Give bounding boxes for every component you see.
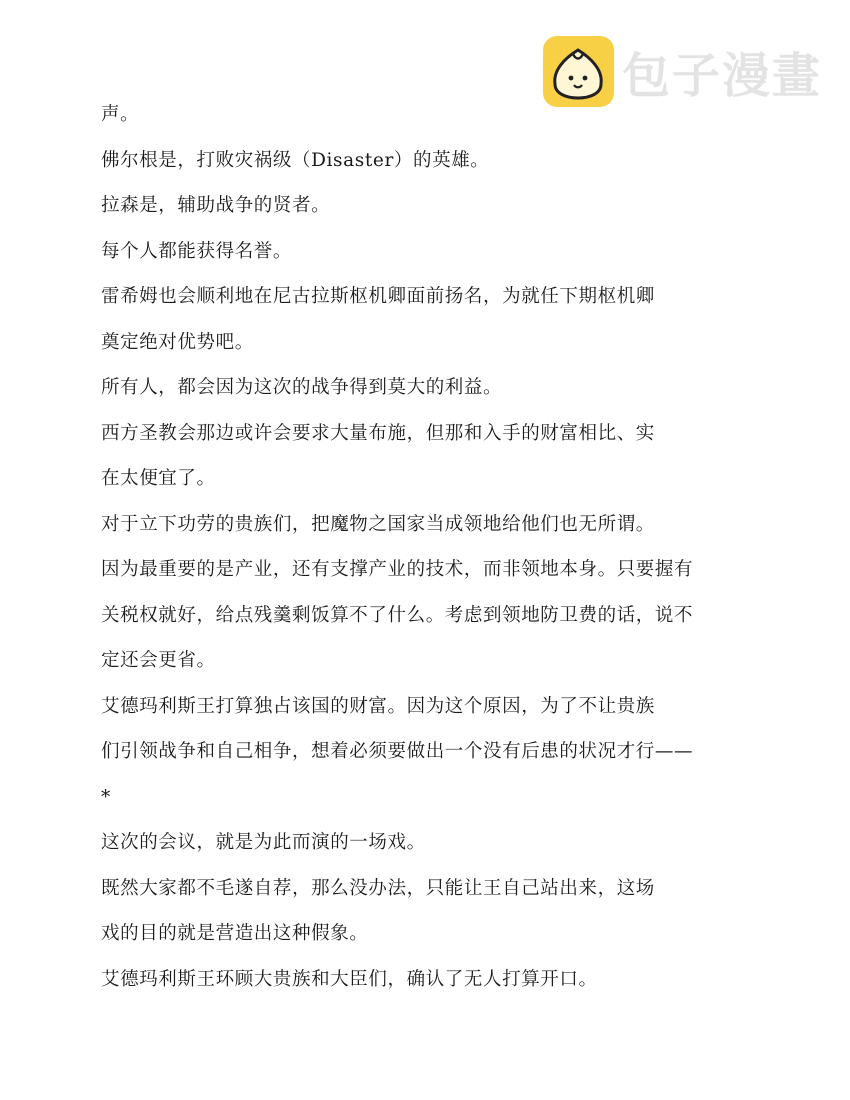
text-line: 对于立下功劳的贵族们，把魔物之国家当成领地给他们也无所谓。 <box>101 513 655 535</box>
text-line: 因为最重要的是产业，还有支撑产业的技术，而非领地本身。只要握有 <box>101 559 694 580</box>
text-line: 艾德玛利斯王打算独占该国的财富。因为这个原因，为了不让贵族 <box>101 695 655 717</box>
text-line: * <box>101 786 111 808</box>
text-line: 这次的会议，就是为此而演的一场戏。 <box>101 832 426 853</box>
document-body <box>101 92 761 1002</box>
text-line: 关税权就好，给点残羹剩饭算不了什么。考虑到领地防卫费的话，说不 <box>101 604 694 626</box>
text-line: 所有人，都会因为这次的战争得到莫大的利益。 <box>101 377 503 398</box>
text-line: 戏的目的就是营造出这种假象。 <box>101 923 369 944</box>
text-line: 艾德玛利斯王环顾大贵族和大臣们，确认了无人打算开口。 <box>101 968 598 990</box>
watermark-text: 包子漫畫 <box>622 48 823 104</box>
text-line: 雷希姆也会顺利地在尼古拉斯枢机卿面前扬名，为就任下期枢机卿 <box>101 286 655 307</box>
text-line: 西方圣教会那边或许会要求大量布施，但那和入手的财富相比、实 <box>101 422 655 444</box>
text-line: 声。 <box>101 104 140 125</box>
text-line: 既然大家都不毛遂自荐，那么没办法，只能让王自己站出来，这场 <box>101 877 655 899</box>
text-line: 在太便宜了。 <box>101 468 216 489</box>
text-line: 们引领战争和自己相争，想着必须要做出一个没有后患的状况才行—— <box>101 741 694 762</box>
text-line: 佛尔根是，打败灾祸级（Disaster）的英雄。 <box>101 149 490 171</box>
text-line: 定还会更省。 <box>101 650 216 671</box>
text-line: 拉森是，辅助战争的贤者。 <box>101 195 331 216</box>
text-line: 每个人都能获得名誉。 <box>101 240 293 262</box>
text-line: 奠定绝对优势吧。 <box>101 331 254 353</box>
